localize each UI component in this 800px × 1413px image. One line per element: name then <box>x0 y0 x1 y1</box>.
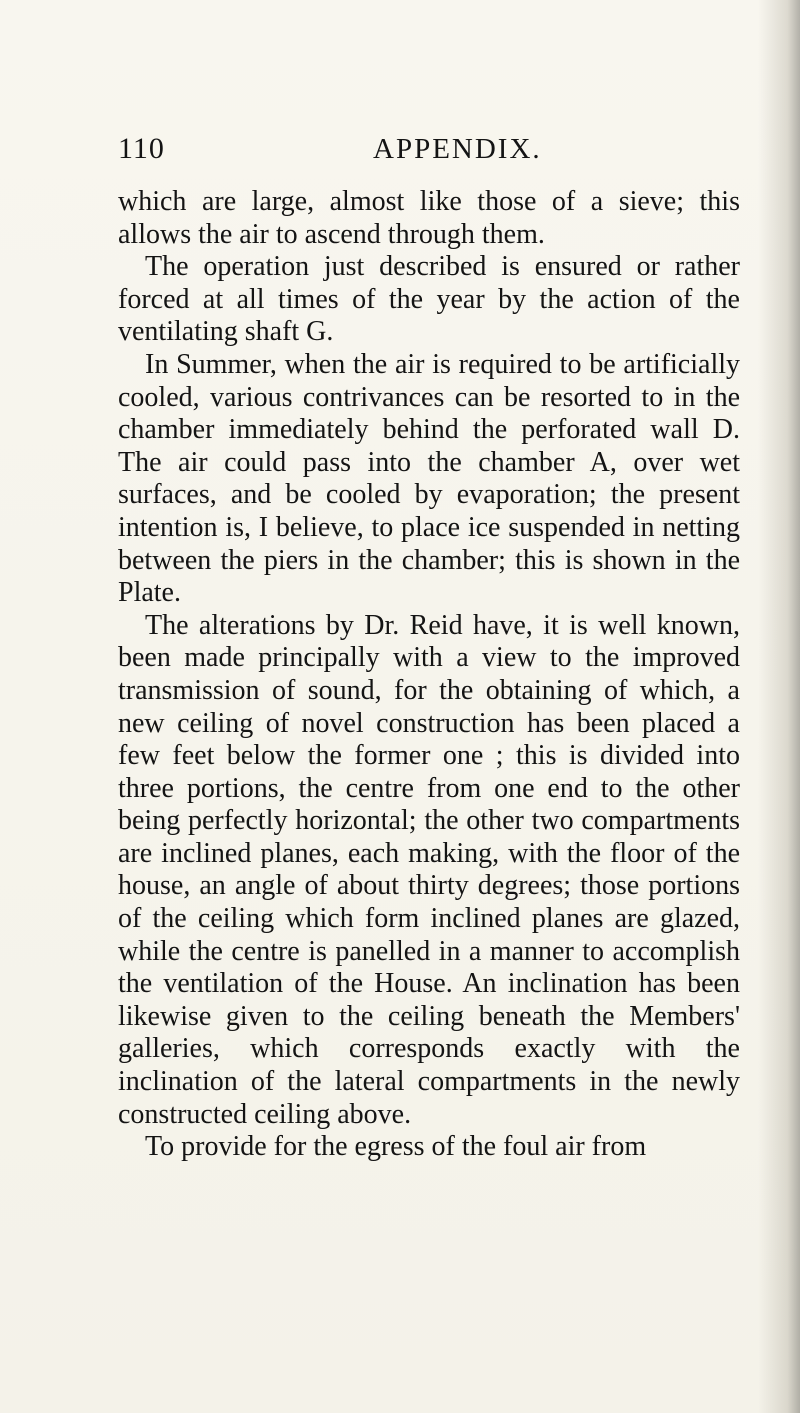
paragraph-egress: To provide for the egress of the foul air from <box>145 1131 647 1163</box>
page-edge-shadow <box>758 0 800 1413</box>
page-number: 110 <box>118 132 165 165</box>
paragraph-continued: which are large, almost like those of a sieve; this allows the air to ascend through them. <box>118 186 740 250</box>
paragraph-alterations: The alterations by Dr. Reid have, it is well known, been made principally with a view to the improved transmission of sound, for the obtaining of which, a new ceiling of novel construction has been placed a few feet below the former one ; this is divided into three portions, the centre from one end to the other being perfectly horizontal; the other two compartments are inclined planes, each making, with the floor of the house, an angle of about thirty degrees; those portions of the ceiling which form inclined planes are glazed, while the centre is panelled in a manner to accomplish the ventilation of the House. An inclination has been likewise given to the ceiling beneath the Members' galleries, which corresponds exactly with the inclination of the lateral compartments in the newly constructed ceiling above. <box>118 609 740 1130</box>
paragraph-operation: The operation just described is ensured or rather forced at all times of the year by the action of the ventilating shaft G. <box>118 251 740 348</box>
running-title: APPENDIX. <box>373 133 542 165</box>
paragraph-summer-cooling: In Summer, when the air is required to be artificially cooled, various contrivances can be resorted to in the chamber immediately behind the perforated wall D. The air could pass into the chamber A, over wet surfaces, and be cooled by evaporation; the present intention is, I believe, to place ice suspended in netting between the piers in the chamber; this is shown in the Plate. <box>118 348 740 609</box>
body-text <box>118 186 740 1164</box>
running-head <box>118 133 708 165</box>
